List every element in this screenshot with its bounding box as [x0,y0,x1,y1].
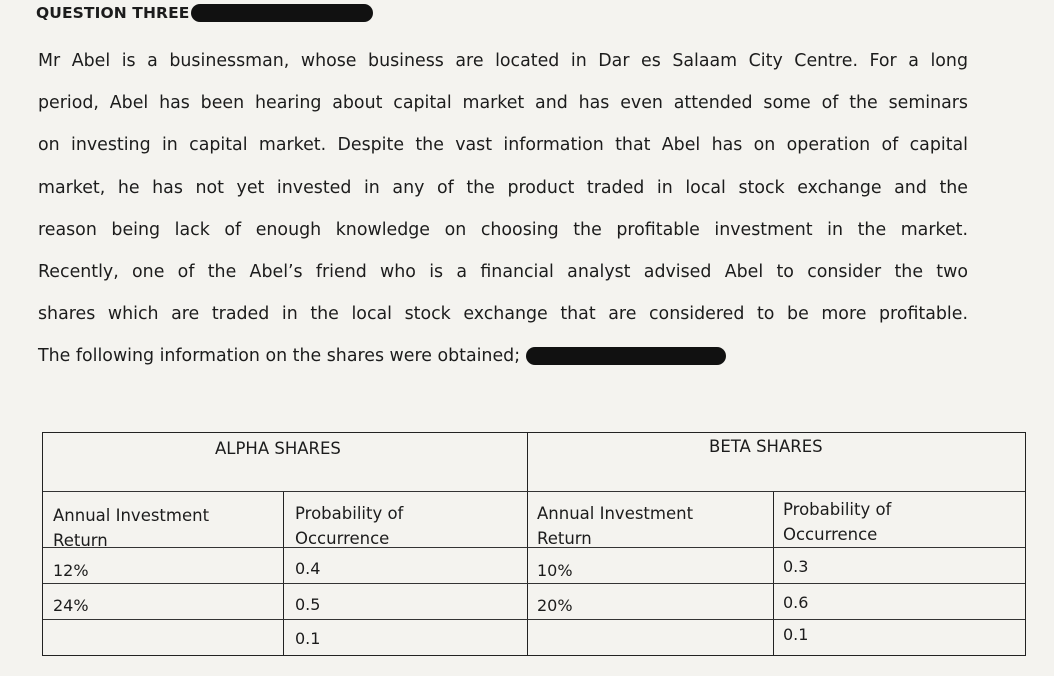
redaction-mark [191,4,373,22]
alpha-prob-cell: 0.5 [295,595,321,614]
header-line: Occurrence [295,529,390,548]
beta-prob-cell: 0.6 [783,593,809,612]
paragraph-line: shares which are traded in the local stock exchange that are considered to be more profitable. [38,304,968,325]
alpha-prob-cell: 0.1 [295,629,321,648]
header-line: Return [53,531,108,550]
alpha-return-cell: 12% [53,561,89,580]
shares-table [42,432,1026,656]
header-line: Return [537,529,592,548]
redaction-mark [526,347,726,365]
header-line: Annual Investment [537,504,694,523]
header-line: Probability of [295,504,404,523]
table-divider [283,491,284,655]
alpha-return-cell: 24% [53,596,89,615]
alpha-shares-title: ALPHA SHARES [215,439,341,458]
header-line: Probability of [783,500,892,519]
beta-prob-cell: 0.3 [783,557,809,576]
paragraph-line: Mr Abel is a businessman, whose business are located in Dar es Salaam City Centre. For a long [38,51,968,71]
paragraph-line: on investing in capital market. Despite the vast information that Abel has on operation of capital [38,135,968,156]
alpha-prob-cell: 0.4 [295,559,321,578]
beta-return-header [537,501,693,551]
table-rule [43,491,1025,492]
paragraph-line: period, Abel has been hearing about capital market and has even attended some of the seminars [38,93,968,114]
beta-prob-cell: 0.1 [783,625,809,644]
table-rule [43,619,1025,620]
beta-shares-title: BETA SHARES [709,437,823,456]
header-line: Annual Investment [53,506,210,525]
question-title: QUESTION THREE [36,4,190,22]
table-rule [43,583,1025,584]
question-paragraph [38,40,968,378]
paragraph-line: market, he has not yet invested in any of the product traded in local stock exchange and the [38,177,968,198]
table-divider [527,433,528,655]
paragraph-line: reason being lack of enough knowledge on choosing the profitable investment in the market. [38,219,968,240]
table-divider [773,491,774,655]
alpha-return-header [53,503,209,553]
paragraph-text: The following information on the shares were obtained; [38,346,521,367]
beta-return-cell: 20% [537,596,573,615]
paragraph-line: Recently, one of the Abel’s friend who is a financial analyst advised Abel to consider the two [38,262,968,283]
beta-prob-header [783,497,891,547]
alpha-prob-header [295,501,403,551]
beta-return-cell: 10% [537,561,573,580]
header-line: Occurrence [783,525,878,544]
paragraph-line-last [38,335,968,377]
question-heading [36,4,373,22]
